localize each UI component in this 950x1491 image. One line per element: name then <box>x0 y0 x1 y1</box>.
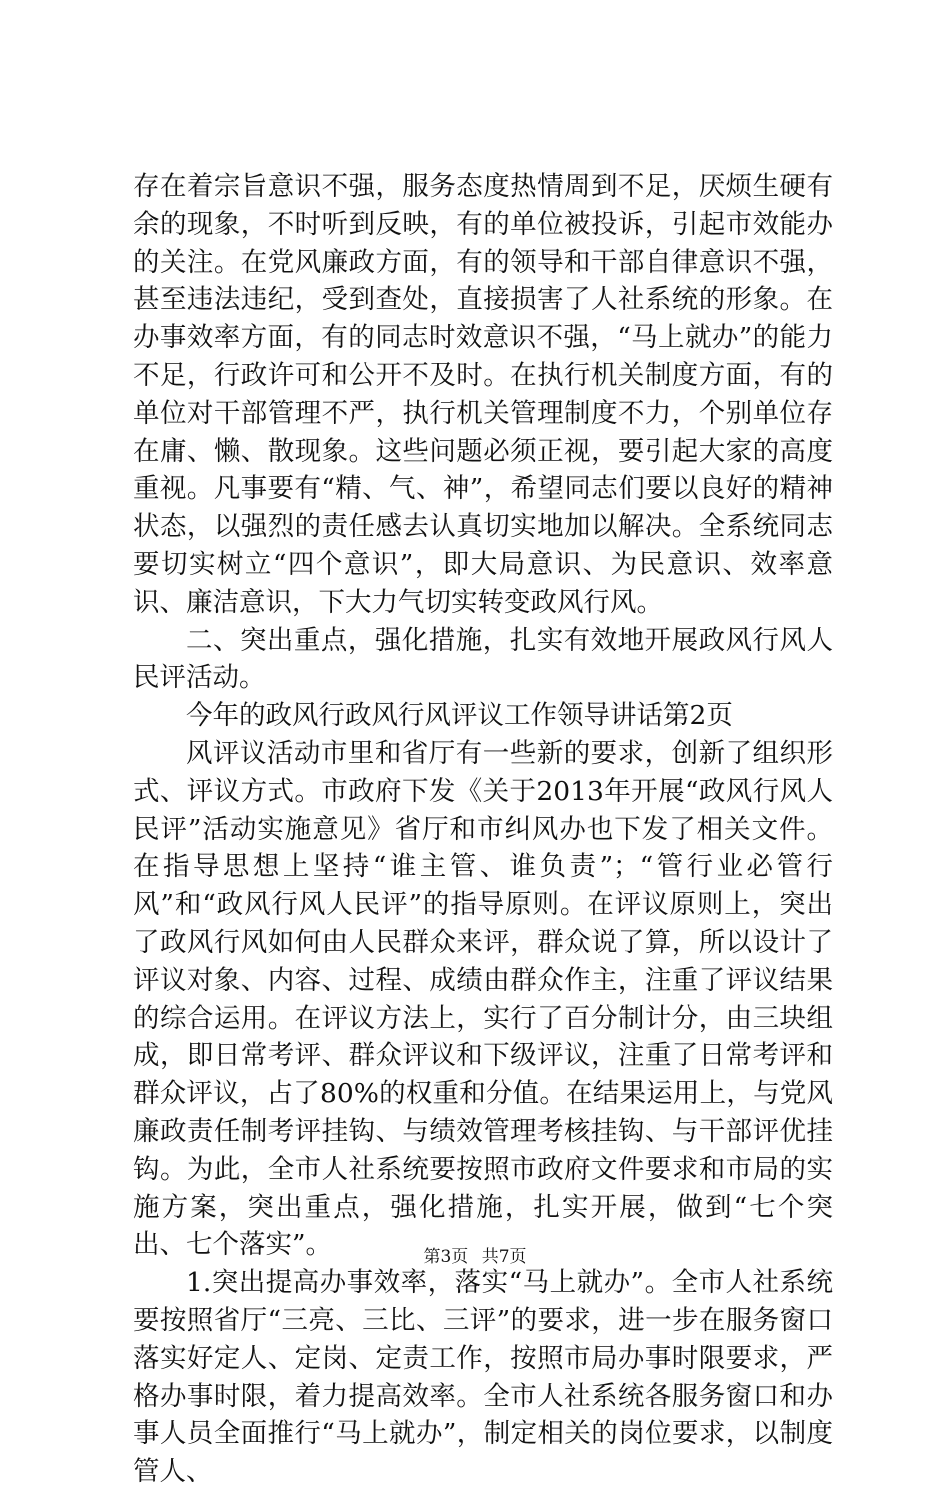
paragraph-continued: 存在着宗旨意识不强，服务态度热情周到不足，厌烦生硬有余的现象，不时听到反映，有的单位被投诉，引起市效能办的关注。在党风廉政方面，有的领导和干部自律意识不强，甚至违法违纪，受到查处，直接损害了人社系统的形象。在办事效率方面，有的同志时效意识不强，“马上就办”的能力不足，行政许可和公开不及时。在执行机关制度方面，有的单位对干部管理不严，执行机关管理制度不力，个别单位存在庸、懒、散现象。这些问题必须正视，要引起大家的高度重视。凡事要有“精、气、神”，希望同志们要以良好的精神状态，以强烈的责任感去认真切实地加以解决。全系统同志要切实树立“四个意识”，即大局意识、为民意识、效率意识、廉洁意识，下大力气切实转变政风行风。 <box>133 171 833 618</box>
page-total: 共7页 <box>481 1247 527 1267</box>
page-footer <box>0 1242 950 1267</box>
section-heading: 二、突出重点，强化措施，扎实有效地开展政风行风人民评活动。 <box>133 624 833 694</box>
page-marker-line: 今年的政风行政风行风评议工作领导讲话第2页 <box>186 700 733 732</box>
paragraph-item-1: 1.突出提高办事效率，落实“马上就办”。全市人社系统要按照省厅“三亮、三比、三评”的要求，进一步在服务窗口落实好定人、定岗、定责工作，按照市局办事时限要求，严格办事时限，着力提高效率。全市人社系统各服务窗口和办事人员全面推行“马上就办”，制定相关的岗位要求，以制度管人、 <box>133 1267 833 1488</box>
page-number: 第3页 <box>423 1247 469 1267</box>
paragraph-evaluation: 风评议活动市里和省厅有一些新的要求，创新了组织形式、评议方式。市政府下发《关于2013年开展“政风行风人民评”活动实施意见》省厅和市纠风办也下发了相关文件。在指导思想上坚持“谁主管、谁负责”；“管行业必管行风”和“政风行风人民评”的指导原则。在评议原则上，突出了政风行风如何由人民群众来评，群众说了算，所以设计了评议对象、内容、过程、成绩由群众作主，注重了评议结果的综合运用。在评议方法上，实行了百分制计分，由三块组成，即日常考评、群众评议和下级评议，注重了日常考评和群众评议，占了80%的权重和分值。在结果运用上，与党风廉政责任制考评挂钩、与绩效管理考核挂钩、与干部评优挂钩。为此，全市人社系统要按照市政府文件要求和市局的实施方案，突出重点，强化措施，扎实开展，做到“七个突出、七个落实”。 <box>133 737 833 1261</box>
document-body <box>133 168 833 1491</box>
